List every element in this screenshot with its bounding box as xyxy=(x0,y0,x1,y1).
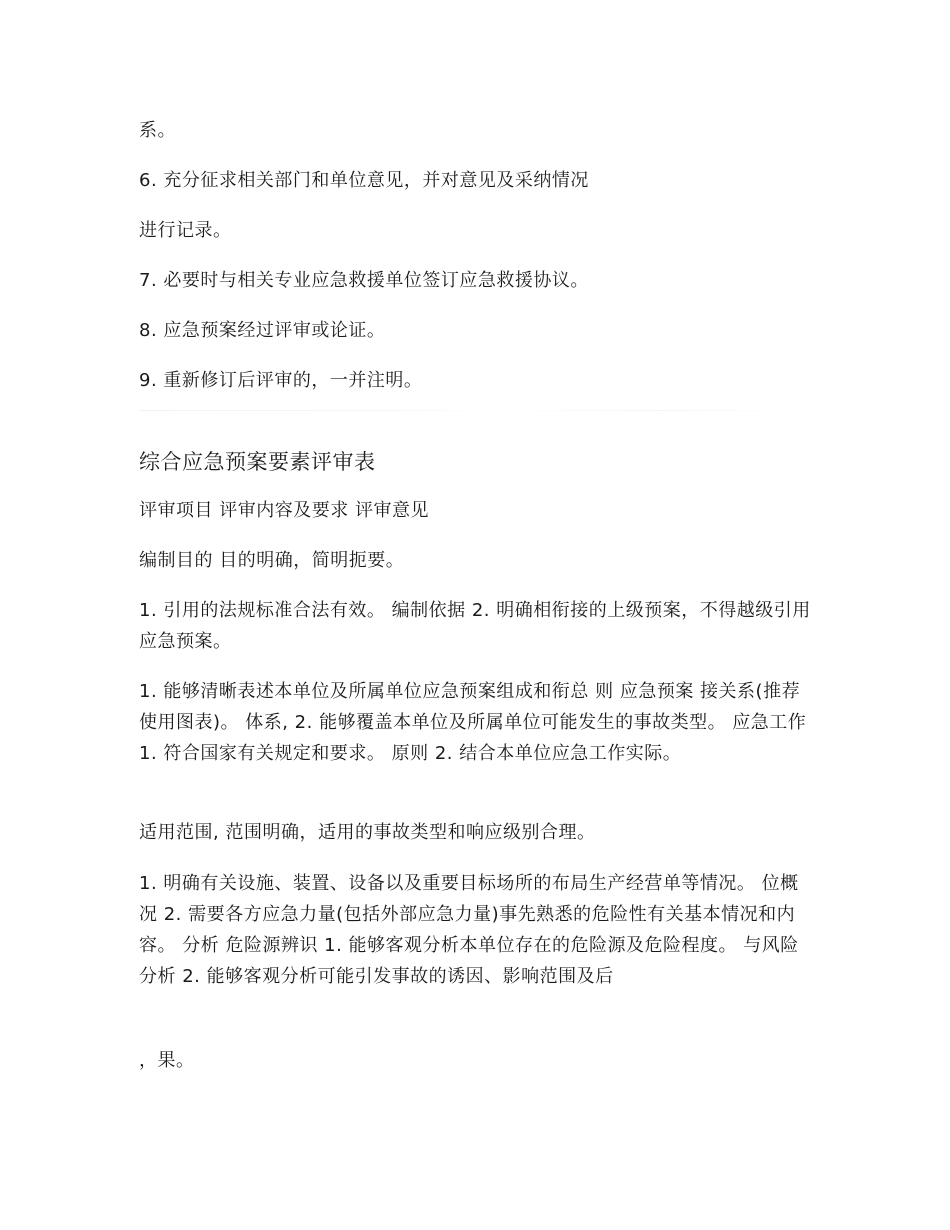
section-divider xyxy=(139,410,789,411)
text-line-6: 9. 重新修订后评审的，一并注明。 xyxy=(139,370,423,391)
paragraph-result: ，果。 xyxy=(139,1050,195,1071)
section-title: 综合应急预案要素评审表 xyxy=(139,450,376,474)
text-line-3: 进行记录。 xyxy=(139,220,232,241)
paragraph-scope: 适用范围, 范围明确，适用的事故类型和响应级别合理。 xyxy=(139,822,596,843)
paragraph-purpose: 编制目的 目的明确，简明扼要。 xyxy=(139,550,405,571)
paragraph-risk-analysis: 1. 明确有关设施、装置、设备以及重要目标场所的布局生产经营单等情况。 位概况 2. 需要各方应急力量(包括外部应急力量)事先熟悉的危险性有关基本情况和内容。 分析 危险源辨识 1. 能够客观分析本单位存在的危险源及危险程度。 与风险分析 2. 能够客观分析可能引发事故的诱因、影响范围及后 xyxy=(139,873,799,987)
table-header-row: 评审项目 评审内容及要求 评审意见 xyxy=(139,500,429,521)
paragraph-general-principles: 1. 能够清晰表述本单位及所属单位应急预案组成和衔总 则 应急预案 接关系(推荐使用图表)。 体系, 2. 能够覆盖本单位及所属单位可能发生的事故类型。 应急工作 1. 符合国家有关规定和要求。 原则 2. 结合本单位应急工作实际。 xyxy=(139,681,807,764)
paragraph-basis: 1. 引用的法规标准合法有效。 编制依据 2. 明确相衔接的上级预案，不得越级引用应急预案。 xyxy=(139,600,811,652)
text-line-2: 6. 充分征求相关部门和单位意见，并对意见及采纳情况 xyxy=(139,170,589,191)
text-line-5: 8. 应急预案经过评审或论证。 xyxy=(139,320,386,341)
text-line-1: 系。 xyxy=(139,120,176,141)
text-line-4: 7. 必要时与相关专业应急救援单位签订应急救援协议。 xyxy=(139,270,589,291)
